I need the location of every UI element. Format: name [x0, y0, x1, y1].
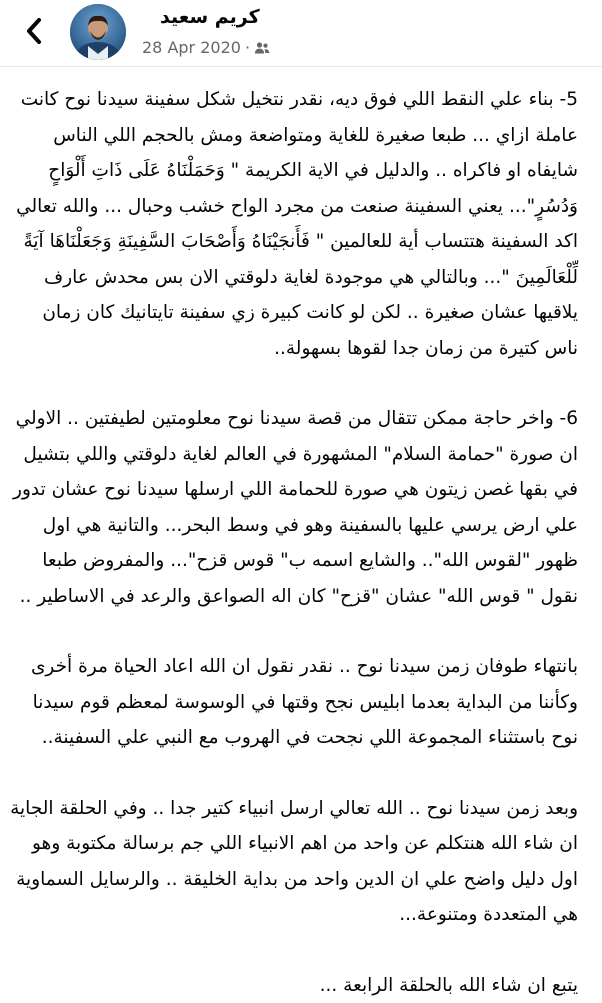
- post-date[interactable]: 28 Apr 2020: [142, 38, 241, 57]
- post-paragraph: وبعد زمن سيدنا نوح .. الله تعالي ارسل انبياء كتير جدا .. وفي الحلقة الجاية ان شاء الله هنتكلم عن واحد من اهم الانبياء اللي جم برسالة مكتوبة وهو اول دليل واضح علي ان الدين واحد من بداية الخليقة .. والرسايل السماوية هي المتعددة ومتنوعة...: [10, 791, 578, 933]
- post-paragraph: 6- واخر حاجة ممكن تتقال من قصة سيدنا نوح معلومتين لطيفتين .. الاولي ان صورة "حمامة السلام" المشهورة في العالم لغاية دلوقتي واللي بتشيل في بقها غصن زيتون هي صورة للحمامة اللي ارسلها سيدنا نوح عشان تدور علي ارض يرسي عليها بالسفينة وهو في وسط البحر... والتانية هي اول ظهور "لقوس الله".. والشايع اسمه ب" قوس قزح"... والمفروض طبعا نقول " قوس الله" عشان "قزح" كان اله الصواعق والرعد في الاساطير ..: [10, 401, 578, 614]
- chevron-left-icon: [25, 17, 43, 45]
- avatar-image: [70, 4, 126, 60]
- post-meta: [142, 38, 270, 57]
- meta-separator: ·: [245, 38, 250, 57]
- post-body: [0, 72, 602, 960]
- post-paragraph: بانتهاء طوفان زمن سيدنا نوح .. نقدر نقول ان الله اعاد الحياة مرة أخرى وكأننا من البداية بعدما ابليس نجح وقتها في الوسوسة لمعظم قوم سيدنا نوح باستثناء المجموعة اللي نجحت في الهروب مع النبي علي السفينة..: [10, 649, 578, 756]
- post-paragraph: يتبع ان شاء الله بالحلقة الرابعة ...: [10, 968, 578, 1003]
- avatar[interactable]: [70, 4, 126, 60]
- author-name[interactable]: كريم سعيد: [160, 6, 260, 28]
- post-header: [0, 0, 602, 67]
- back-button[interactable]: [20, 14, 48, 48]
- friends-icon: [254, 41, 270, 55]
- post-paragraph: 5- بناء علي النقط اللي فوق ديه، نقدر نتخيل شكل سفينة سيدنا نوح كانت عاملة ازاي ... طبعا صغيرة للغاية ومتواضعة ومش بالحجم اللي الناس شايفاه او فاكراه .. والدليل في الاية الكريمة " وَحَمَلْنَاهُ عَلَى ذَاتِ أَلْوَاحٍ وَدُسُرٍ"... يعني السفينة صنعت من مجرد الواح خشب وحبال ... والله تعالي اكد السفينة هتتساب أية للعالمين " فَأَنجَيْنَاهُ وَأَصْحَابَ السَّفِينَةِ وَجَعَلْنَاهَا آيَةً لِّلْعَالَمِينَ "... وبالتالي هي موجودة لغاية دلوقتي الان بس محدش عارف يلاقيها عشان صغيرة .. لكن لو كانت كبيرة زي سفينة تايتانيك كان زمان ناس كتيرة من زمان جدا لقوها بسهولة..: [10, 82, 578, 366]
